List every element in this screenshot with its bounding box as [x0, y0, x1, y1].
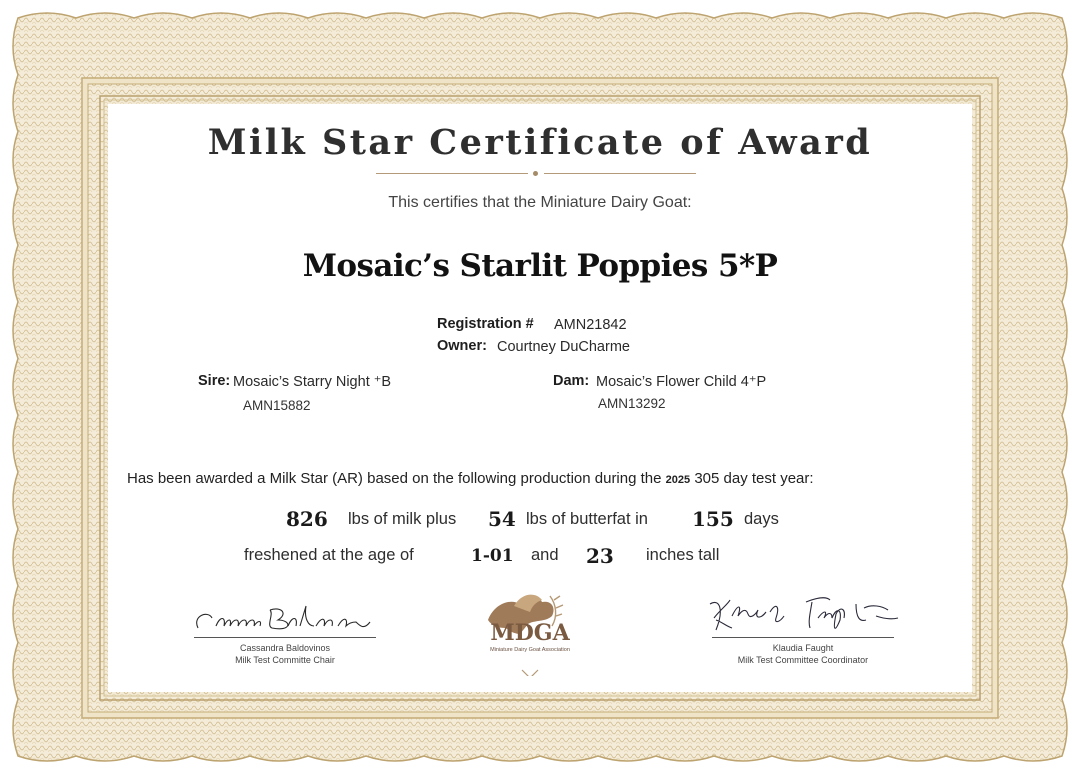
- test-year-suffix: 305 day test year:: [694, 470, 814, 487]
- dam-name: Mosaic’s Flower Child 4⁺P: [596, 374, 767, 390]
- registration-label: Registration #: [437, 316, 534, 332]
- sire-label: Sire:: [198, 373, 231, 389]
- freshened-age: 1-01: [471, 546, 514, 566]
- and-text: and: [531, 546, 559, 564]
- left-signer-name: Cassandra Baldovinos: [239, 643, 331, 653]
- registration-value: AMN21842: [554, 317, 627, 333]
- certificate-body: [108, 104, 972, 692]
- right-signer-name: Klaudia Faught: [772, 643, 834, 653]
- days-unit: days: [744, 510, 779, 528]
- dam-label: Dam:: [553, 373, 590, 389]
- right-signer-title: Milk Test Committee Coordinator: [737, 655, 869, 665]
- awarded-text: Has been awarded a Milk Star (AR) based on the following production during the: [127, 470, 662, 487]
- test-year: 2025: [665, 474, 691, 486]
- sire-registration: AMN15882: [243, 398, 311, 413]
- milk-unit: lbs of milk plus: [348, 510, 457, 528]
- dam-registration: AMN13292: [598, 396, 666, 411]
- owner-value: Courtney DuCharme: [497, 339, 630, 355]
- left-signer-title: Milk Test Committe Chair: [235, 655, 335, 665]
- certifies-text: This certifies that the Miniature Dairy Goat:: [388, 194, 692, 211]
- title-rule-left: [376, 173, 528, 174]
- height-unit: inches tall: [646, 546, 720, 564]
- milk-lbs: 826: [286, 507, 328, 531]
- butterfat-unit: lbs of butterfat in: [526, 510, 648, 528]
- right-signature-image: [706, 594, 906, 638]
- owner-label: Owner:: [437, 338, 487, 354]
- certificate-title: Milk Star Certificate of Award: [207, 122, 873, 163]
- height-inches: 23: [586, 544, 614, 568]
- mdga-logo-subtext: Miniature Dairy Goat Association: [490, 647, 570, 653]
- days-count: 155: [692, 507, 734, 531]
- freshened-text: freshened at the age of: [244, 546, 414, 564]
- title-divider-dot: [533, 171, 538, 176]
- goat-name: Mosaic’s Starlit Poppies 5*P: [302, 248, 778, 284]
- right-signature-line: [712, 637, 894, 638]
- sire-name: Mosaic’s Starry Night ⁺B: [233, 374, 392, 390]
- title-rule-right: [544, 173, 696, 174]
- butterfat-lbs: 54: [488, 507, 516, 531]
- left-signature-image: [190, 604, 380, 638]
- left-signature-line: [194, 637, 376, 638]
- mdga-logo-text: MDGA: [490, 620, 570, 646]
- awarded-statement: [127, 470, 814, 487]
